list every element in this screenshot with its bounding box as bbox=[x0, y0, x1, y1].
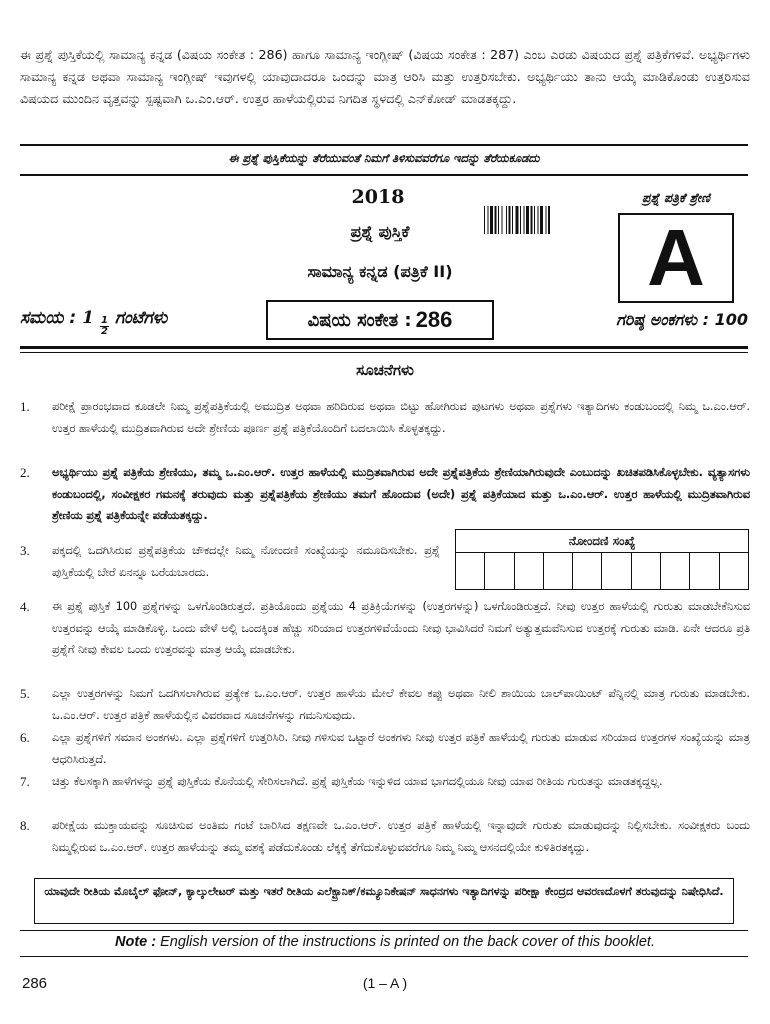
instruction-number: 1. bbox=[20, 399, 30, 414]
instruction-item bbox=[20, 727, 750, 770]
barcode-bar bbox=[498, 206, 499, 234]
registration-cell[interactable] bbox=[515, 553, 544, 589]
intro-paragraph: ಈ ಪ್ರಶ್ನೆ ಪುಸ್ತಿಕೆಯಲ್ಲಿ ಸಾಮಾನ್ಯ ಕನ್ನಡ (ವಿಷಯ ಸಂಕೇತ : 286) ಹಾಗೂ ಸಾಮಾನ್ಯ ಇಂಗ್ಲೀಷ್ (ವಿಷಯ ಸಂಕೇತ : 287) ಎಂಬ ಎರಡು ವಿಷಯದ ಪ್ರಶ್ನೆ ಪತ್ರಿಕೆಗಳಿವೆ. ಅಭ್ಯರ್ಥಿಗಳು ಸಾಮಾನ್ಯ ಕನ್ನಡ ಅಥವಾ ಸಾಮಾನ್ಯ ಇಂಗ್ಲೀಷ್ ಇವುಗಳಲ್ಲಿ ಯಾವುದಾದರೂ ಒಂದನ್ನು ಮಾತ್ರ ಆರಿಸಿ ಮತ್ತು ಉತ್ತರಿಸಬೇಕು. ಅಭ್ಯರ್ಥಿಯು ತಾನು ಆಯ್ಕೆ ಮಾಡಿಕೊಂಡು ಉತ್ತರಿಸುವ ವಿಷಯದ ಮುಂದಿನ ವೃತ್ತವನ್ನು ಸ್ಪಷ್ಟವಾಗಿ ಒ.ಎಂ.ಆರ್. ಉತ್ತರ ಹಾಳೆಯಲ್ಲಿರುವ ನಿಗದಿತ ಸ್ಥಳದಲ್ಲಿ ಎನ್‌ಕೋಡ್ ಮಾಡತಕ್ಕದ್ದು. bbox=[20, 47, 750, 106]
instruction-item bbox=[20, 815, 750, 858]
subject-code-box bbox=[266, 300, 494, 340]
paper-title: ಸಾಮಾನ್ಯ ಕನ್ನಡ (ಪತ್ರಿಕೆ II) bbox=[307, 262, 453, 281]
max-marks: ಗರಿಷ್ಠ ಅಂಕಗಳು : 100 bbox=[616, 310, 748, 329]
subject-code-label: ವಿಷಯ ಸಂಕೇತ : bbox=[307, 309, 412, 331]
barcode-bar bbox=[512, 206, 513, 234]
note-text: English version of the instructions is printed on the back cover of this booklet. bbox=[160, 934, 655, 950]
divider bbox=[20, 352, 748, 353]
instruction-item bbox=[20, 596, 750, 661]
barcode-bar bbox=[524, 206, 525, 234]
barcode-bar bbox=[520, 206, 521, 234]
time-whole: 1 bbox=[82, 308, 94, 328]
time-fraction bbox=[100, 316, 109, 337]
instruction-text: ಎಲ್ಲಾ ಪ್ರಶ್ನೆಗಳಿಗೆ ಸಮಾನ ಅಂಕಗಳು. ಎಲ್ಲಾ ಪ್ರಶ್ನೆಗಳಿಗೆ ಉತ್ತರಿಸಿರಿ. ನೀವು ಗಳಿಸುವ ಒಟ್ಟಾರೆ ಅಂಕಗಳು ನೀವು ಉತ್ತರ ಪತ್ರಿಕೆ ಹಾಳೆಯಲ್ಲಿ ಗುರುತು ಮಾಡುವ ಸರಿಯಾದ ಉತ್ತರಗಳ ಸಂಖ್ಯೆಯನ್ನು ಮಾತ್ರ ಆಧರಿಸಿರುತ್ತದೆ. bbox=[52, 731, 750, 766]
time-unit: ಗಂಟೆಗಳು bbox=[114, 308, 168, 328]
barcode-bar bbox=[502, 206, 503, 234]
barcode-bar bbox=[506, 206, 507, 234]
divider bbox=[20, 346, 748, 349]
instruction-text: ಅಭ್ಯರ್ಥಿಯು ಪ್ರಶ್ನೆ ಪತ್ರಿಕೆಯ ಶ್ರೇಣಿಯು, ತಮ್ಮ ಒ.ಎಂ.ಆರ್. ಉತ್ತರ ಹಾಳೆಯಲ್ಲಿ ಮುದ್ರಿತವಾಗಿರುವ ಅದೇ ಪ್ರಶ್ನೆಪತ್ರಿಕೆಯ ಶ್ರೇಣಿಯಾಗಿರುವುದೇ ಎಂಬುದನ್ನು ಖಚಿತಪಡಿಸಿಕೊಳ್ಳಬೇಕು. ವ್ಯತ್ಯಾಸಗಳು ಕಂಡುಬಂದಲ್ಲಿ, ಸಂವೀಕ್ಷಕರ ಗಮನಕ್ಕೆ ತರುವುದು ಮತ್ತು ಪ್ರಶ್ನೆಪತ್ರಿಕೆಯ ಶ್ರೇಣಿಯು ತಮಗೆ ಹೊಂದುವ (ಅದೇ) ಪ್ರಶ್ನೆ ಪತ್ರಿಕೆಯಾದ ಮತ್ತು ಒ.ಎಂ.ಆರ್. ಉತ್ತರ ಹಾಳೆಯಲ್ಲಿ ಮುದ್ರಿತವಾಗಿರುವ ಶ್ರೇಣಿಯ ಪ್ರಶ್ನೆ ಪತ್ರಿಕೆಯನ್ನೇ ಪಡೆಯತಕ್ಕದ್ದು. bbox=[52, 466, 750, 522]
instruction-number: 8. bbox=[20, 818, 30, 833]
instruction-text: ಪಕ್ಕದಲ್ಲಿ ಒದಗಿಸಿರುವ ಪ್ರಶ್ನೆಪತ್ರಿಕೆಯ ಚೌಕದಲ್ಲೇ ನಿಮ್ಮ ನೋಂದಣಿ ಸಂಖ್ಯೆಯನ್ನು ನಮೂದಿಸಬೇಕು. ಪ್ರಶ್ನೆ ಪುಸ್ತಿಕೆಯಲ್ಲಿ ಬೇರೆ ಏನನ್ನೂ ಬರೆಯಬಾರದು. bbox=[52, 544, 440, 579]
time-fraction-denominator: 2 bbox=[100, 326, 108, 337]
instruction-text: ಪರೀಕ್ಷೆಯ ಮುಕ್ತಾಯವನ್ನು ಸೂಚಿಸುವ ಅಂತಿಮ ಗಂಟೆ ಬಾರಿಸಿದ ತಕ್ಷಣವೇ ಒ.ಎಂ.ಆರ್. ಉತ್ತರ ಪತ್ರಿಕೆ ಹಾಳೆಯಲ್ಲಿ ಇನ್ನಾವುದೇ ಗುರುತು ಮಾಡುವುದನ್ನು ನಿಲ್ಲಿಸಬೇಕು. ಸಂವೀಕ್ಷಕರು ಬಂದು ನಿಮ್ಮಲ್ಲಿರುವ ಒ.ಎಂ.ಆರ್. ಉತ್ತರ ಹಾಳೆಯನ್ನು ತಮ್ಮ ವಶಕ್ಕೆ ಪಡೆದುಕೊಂಡು ಲೆಕ್ಕಕ್ಕೆ ತೆಗೆದುಕೊಳ್ಳುವವರೆಗೂ ನಿಮ್ಮ ನಿಮ್ಮ ಆಸನದಲ್ಲಿಯೇ ಕುಳಿತಿರತಕ್ಕದ್ದು. bbox=[52, 819, 750, 854]
barcode-bar bbox=[509, 206, 511, 234]
divider bbox=[20, 174, 748, 176]
barcode-bar bbox=[526, 206, 529, 234]
time-allowed bbox=[20, 308, 167, 337]
registration-cell[interactable] bbox=[544, 553, 573, 589]
instruction-number: 5. bbox=[20, 686, 30, 701]
series-label: ಪ್ರಶ್ನೆ ಪತ್ರಿಕೆ ಶ್ರೇಣಿ bbox=[642, 190, 710, 205]
registration-cell[interactable] bbox=[573, 553, 602, 589]
barcode-bar bbox=[488, 206, 489, 234]
registration-cell[interactable] bbox=[456, 553, 485, 589]
divider bbox=[20, 930, 748, 931]
note-label: Note : bbox=[114, 934, 157, 950]
barcode-bar bbox=[548, 206, 550, 234]
time-fraction-numerator: 1 bbox=[100, 315, 108, 326]
instruction-item bbox=[20, 683, 750, 726]
divider bbox=[20, 956, 748, 957]
registration-number-box bbox=[455, 529, 749, 590]
instruction-text: ಚಿತ್ತು ಕೆಲಸಕ್ಕಾಗಿ ಹಾಳೆಗಳನ್ನು ಪ್ರಶ್ನೆ ಪುಸ್ತಿಕೆಯ ಕೊನೆಯಲ್ಲಿ ಸೇರಿಸಲಾಗಿದೆ. ಪ್ರಶ್ನೆ ಪುಸ್ತಿಕೆಯ ಇನ್ನುಳಿದ ಯಾವ ಭಾಗದಲ್ಲಿಯೂ ನೀವು ಯಾವ ರೀತಿಯ ಗುರುತನ್ನು ಮಾಡತಕ್ಕದ್ದಲ್ಲ. bbox=[52, 775, 663, 788]
english-version-note bbox=[20, 934, 750, 950]
barcode-bar bbox=[516, 206, 519, 234]
instructions-title: ಸೂಚನೆಗಳು bbox=[356, 361, 414, 379]
registration-number-cells bbox=[456, 553, 748, 589]
footer-subject-code: 286 bbox=[22, 975, 48, 992]
instruction-number: 3. bbox=[20, 543, 30, 558]
instruction-number: 2. bbox=[20, 465, 30, 480]
instruction-number: 4. bbox=[20, 599, 30, 614]
instruction-text: ಎಲ್ಲಾ ಉತ್ತರಗಳನ್ನು ನಿಮಗೆ ಒದಗಿಸಲಾಗಿರುವ ಪ್ರತ್ಯೇಕ ಒ.ಎಂ.ಆರ್. ಉತ್ತರ ಹಾಳೆಯ ಮೇಲೆ ಕೇವಲ ಕಪ್ಪು ಅಥವಾ ನೀಲಿ ಶಾಯಿಯ ಬಾಲ್‌ಪಾಯಿಂಟ್ ಪೆನ್ನಿನಲ್ಲಿ ಮಾತ್ರ ಗುರುತು ಮಾಡಬೇಕು. ಒ.ಎಂ.ಆರ್. ಉತ್ತರ ಪತ್ರಿಕೆ ಹಾಳೆಯಲ್ಲಿನ ವಿವರವಾದ ಸೂಚನೆಗಳನ್ನು ಗಮನಿಸುವುದು. bbox=[52, 687, 750, 722]
registration-cell[interactable] bbox=[485, 553, 514, 589]
barcode-bar bbox=[538, 206, 539, 234]
registration-cell[interactable] bbox=[690, 553, 719, 589]
divider bbox=[20, 144, 748, 146]
exam-year: 2018 bbox=[351, 186, 405, 208]
time-label: ಸಮಯ : bbox=[20, 308, 77, 328]
barcode-bar bbox=[546, 206, 547, 234]
barcode-bar bbox=[534, 206, 535, 234]
instruction-text: ಪರೀಕ್ಷೆ ಪ್ರಾರಂಭವಾದ ಕೂಡಲೇ ನಿಮ್ಮ ಪ್ರಶ್ನೆಪತ್ರಿಕೆಯಲ್ಲಿ ಅಮುದ್ರಿತ ಅಥವಾ ಹರಿದಿರುವ ಅಥವಾ ಬಿಟ್ಟು ಹೋಗಿರುವ ಪುಟಗಳು ಅಥವಾ ಪ್ರಶ್ನೆಗಳು ಇತ್ಯಾದಿಗಳು ಕಂಡುಬಂದಲ್ಲಿ ನಿಮ್ಮ ಒ.ಎಂ.ಆರ್. ಉತ್ತರ ಹಾಳೆಯಲ್ಲಿ ಮುದ್ರಿತವಾಗಿರುವ ಅದೇ ಶ್ರೇಣಿಯ ಪೂರ್ಣ ಪ್ರಶ್ನೆ ಪತ್ರಿಕೆಯೊಂದಿಗೆ ಬದಲಾಯಿಸಿ ಕೊಳ್ಳತಕ್ಕದ್ದು. bbox=[52, 400, 750, 435]
barcode-bar bbox=[531, 206, 533, 234]
instruction-number: 6. bbox=[20, 730, 30, 745]
registration-cell[interactable] bbox=[720, 553, 748, 589]
instruction-item bbox=[20, 771, 750, 793]
instruction-item bbox=[20, 462, 750, 527]
series-letter: A bbox=[618, 213, 734, 303]
instruction-number: 7. bbox=[20, 774, 30, 789]
barcode bbox=[484, 206, 588, 234]
barcode-bar bbox=[484, 206, 485, 234]
device-prohibition-notice: ಯಾವುದೇ ರೀತಿಯ ಮೊಬೈಲ್ ಫೋನ್, ಕ್ಯಾಲ್ಕುಲೇಟರ್ ಮತ್ತು ಇತರೆ ರೀತಿಯ ಎಲೆಕ್ಟ್ರಾನಿಕ್/ಕಮ್ಯೂನಿಕೇಷನ್ ಸಾಧನಗಳು ಇತ್ಯಾದಿಗಳನ್ನು ಪರೀಕ್ಷಾ ಕೇಂದ್ರದ ಆವರಣದೊಳಗೆ ತರುವುದನ್ನು ನಿಷೇಧಿಸಿದೆ. bbox=[34, 878, 734, 924]
booklet-title: ಪ್ರಶ್ನೆ ಪುಸ್ತಿಕೆ bbox=[350, 222, 410, 241]
registration-cell[interactable] bbox=[661, 553, 690, 589]
barcode-bar bbox=[490, 206, 493, 234]
subject-code: 286 bbox=[415, 307, 453, 332]
instruction-item bbox=[20, 540, 440, 583]
registration-number-label: ನೋಂದಣಿ ಸಂಖ್ಯೆ bbox=[456, 530, 748, 553]
footer-page-number: (1 – A ) bbox=[362, 975, 408, 991]
instruction-item bbox=[20, 396, 750, 439]
instruction-text: ಈ ಪ್ರಶ್ನೆ ಪುಸ್ತಿಕೆ 100 ಪ್ರಶ್ನೆಗಳನ್ನು ಒಳಗೊಂಡಿರುತ್ತದೆ. ಪ್ರತಿಯೊಂದು ಪ್ರಶ್ನೆಯು 4 ಪ್ರತಿಕ್ರಿಯೆಗಳನ್ನು (ಉತ್ತರಗಳನ್ನು) ಒಳಗೊಂಡಿರುತ್ತದೆ. ನೀವು ಉತ್ತರ ಹಾಳೆಯಲ್ಲಿ ಗುರುತು ಮಾಡಬೇಕೆನಿಸುವ ಉತ್ತರವನ್ನು ಆಯ್ಕೆ ಮಾಡಿಕೊಳ್ಳಿ. ಒಂದು ವೇಳೆ ಅಲ್ಲಿ ಒಂದಕ್ಕಿಂತ ಹೆಚ್ಚು ಸರಿಯಾದ ಉತ್ತರಗಳಿವೆಯೆಂದು ನೀವು ಭಾವಿಸಿದರೆ ನಿಮಗೆ ಅತ್ಯುತ್ತಮವೆನಿಸುವ ಉತ್ತರಕ್ಕೆ ಗುರುತು ಮಾಡಿ. ಏನೇ ಆದರೂ ಪ್ರತಿ ಪ್ರಶ್ನೆಗೆ ನೀವು ಕೇವಲ ಒಂದು ಉತ್ತರವನ್ನು ಮಾತ್ರ ಆಯ್ಕೆ ಮಾಡಬೇಕು. bbox=[52, 600, 750, 656]
barcode-bar bbox=[495, 206, 497, 234]
registration-cell[interactable] bbox=[602, 553, 631, 589]
barcode-bar bbox=[540, 206, 543, 234]
warning-line: ಈ ಪ್ರಶ್ನೆ ಪುಸ್ತಿಕೆಯನ್ನು ತೆರೆಯುವಂತೆ ನಿಮಗೆ ತಿಳಿಸುವವರೆಗೂ ಇದನ್ನು ತೆರೆಯಕೂಡದು bbox=[228, 151, 540, 165]
registration-cell[interactable] bbox=[632, 553, 661, 589]
